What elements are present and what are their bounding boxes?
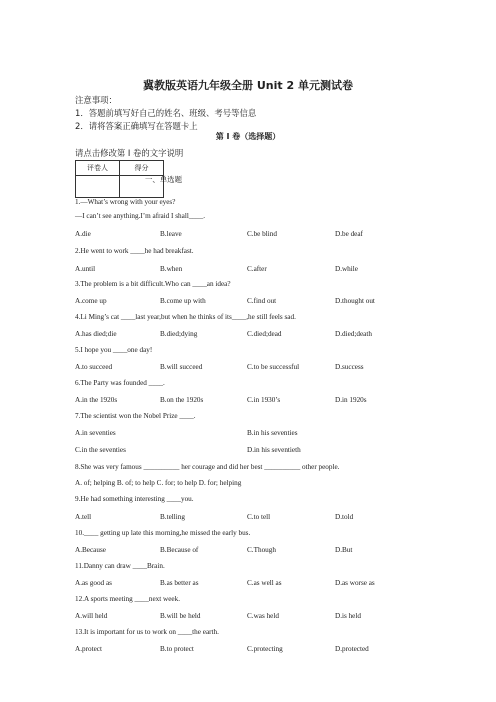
question-10-option-a[interactable]: A.Because xyxy=(75,546,106,554)
question-5-option-d[interactable]: D.success xyxy=(335,363,364,371)
question-13-line-1: 13.It is important for us to work on ____the earth. xyxy=(75,628,219,636)
question-9-option-a[interactable]: A.tell xyxy=(75,513,92,521)
question-4-option-a[interactable]: A.has died;die xyxy=(75,330,117,338)
question-7-option-b[interactable]: B.in his seventies xyxy=(247,429,298,437)
question-1-option-b[interactable]: B.leave xyxy=(160,230,182,238)
question-1-option-d[interactable]: D.be deaf xyxy=(335,230,363,238)
question-7-option-a[interactable]: A.in seventies xyxy=(75,429,116,437)
question-11-option-a[interactable]: A.as good as xyxy=(75,579,112,587)
question-2-option-c[interactable]: C.after xyxy=(247,265,267,273)
question-6-line-1: 6.The Party was founded ____. xyxy=(75,379,165,387)
question-12-option-a[interactable]: A.will held xyxy=(75,612,108,620)
question-2-option-d[interactable]: D.while xyxy=(335,265,358,273)
question-5-option-b[interactable]: B.will succeed xyxy=(160,363,203,371)
question-1-line-1: 1.—What’s wrong with your eyes? xyxy=(75,198,176,206)
page-title: 冀教版英语九年级全册 Unit 2 单元测试卷 xyxy=(143,79,353,92)
question-9-line-1: 9.He had something interesting ____you. xyxy=(75,495,194,503)
question-5-option-a[interactable]: A.to succeed xyxy=(75,363,113,371)
section-hint[interactable]: 请点击修改第 I 卷的文字说明 xyxy=(75,148,184,158)
question-7-option-d[interactable]: D.in his seventieth xyxy=(247,446,301,454)
question-6-option-d[interactable]: D.in 1920s xyxy=(335,396,367,404)
question-9-option-c[interactable]: C.to tell xyxy=(247,513,271,521)
note-line-2: 2．请将答案正确填写在答题卡上 xyxy=(75,121,198,131)
question-9-option-b[interactable]: B.telling xyxy=(160,513,185,521)
question-12-option-c[interactable]: C.was held xyxy=(247,612,279,620)
question-12-option-d[interactable]: D.is held xyxy=(335,612,361,620)
question-1-line-2: —I can’t see anything.I’m afraid I shall____. xyxy=(75,212,205,220)
question-13-option-c[interactable]: C.protecting xyxy=(247,645,283,653)
question-10-line-1: 10.____ getting up late this morning,he missed the early bus. xyxy=(75,529,251,537)
section-heading: 第 I 卷（选择题） xyxy=(215,132,281,141)
question-13-option-d[interactable]: D.protected xyxy=(335,645,369,653)
question-7-line-1: 7.The scientist won the Nobel Prize ____. xyxy=(75,412,196,420)
question-11-option-d[interactable]: D.as worse as xyxy=(335,579,375,587)
question-3-line-1: 3.The problem is a bit difficult.Who can ____an idea? xyxy=(75,280,231,288)
question-10-option-b[interactable]: B.Because of xyxy=(160,546,199,554)
question-8-options[interactable]: A. of; helping B. of; to help C. for; to help D. for; helping xyxy=(75,479,242,487)
question-11-option-b[interactable]: B.as better as xyxy=(160,579,199,587)
notes-heading: 注意事项： xyxy=(75,95,117,105)
note-line-1: 1．答题前填写好自己的姓名、班级、考号等信息 xyxy=(75,108,257,118)
question-4-option-c[interactable]: C.died;dead xyxy=(247,330,282,338)
question-6-option-b[interactable]: B.on the 1920s xyxy=(160,396,204,404)
question-3-option-a[interactable]: A.come up xyxy=(75,297,107,305)
question-6-option-c[interactable]: C.in 1930’s xyxy=(247,396,281,404)
question-12-line-1: 12.A sports meeting ____next week. xyxy=(75,595,181,603)
score-table-grader-header: 评卷人 xyxy=(76,161,120,176)
score-table-grader-cell[interactable] xyxy=(76,176,120,198)
question-4-option-b[interactable]: B.died;dying xyxy=(160,330,198,338)
question-7-option-c[interactable]: C.in the seventies xyxy=(75,446,126,454)
question-5-option-c[interactable]: C.to be successful xyxy=(247,363,300,371)
question-1-option-c[interactable]: C.be blind xyxy=(247,230,277,238)
question-12-option-b[interactable]: B.will be held xyxy=(160,612,201,620)
question-3-option-c[interactable]: C.find out xyxy=(247,297,277,305)
question-13-option-b[interactable]: B.to protect xyxy=(160,645,194,653)
score-table-score-header: 得分 xyxy=(120,161,164,176)
question-5-line-1: 5.I hope you ____one day! xyxy=(75,346,153,354)
question-2-option-b[interactable]: B.when xyxy=(160,265,183,273)
question-6-option-a[interactable]: A.in the 1920s xyxy=(75,396,118,404)
question-8-line-1: 8.She was very famous __________ her courage and did her best __________ other people. xyxy=(75,463,340,471)
question-3-option-b[interactable]: B.come up with xyxy=(160,297,206,305)
question-4-option-d[interactable]: D.died;death xyxy=(335,330,372,338)
question-3-option-d[interactable]: D.thought out xyxy=(335,297,375,305)
question-11-line-1: 11.Danny can draw ____Brain. xyxy=(75,562,165,570)
question-2-line-1: 2.He went to work ____he had breakfast. xyxy=(75,247,194,255)
mcq-heading: 一、单选题 xyxy=(145,175,182,184)
question-9-option-d[interactable]: D.told xyxy=(335,513,354,521)
question-4-line-1: 4.Li Ming’s cat ____last year,but when he thinks of its____,he still feels sad. xyxy=(75,313,296,321)
question-13-option-a[interactable]: A.protect xyxy=(75,645,102,653)
question-10-option-d[interactable]: D.But xyxy=(335,546,353,554)
question-2-option-a[interactable]: A.until xyxy=(75,265,96,273)
question-10-option-c[interactable]: C.Though xyxy=(247,546,276,554)
question-11-option-c[interactable]: C.as well as xyxy=(247,579,282,587)
question-1-option-a[interactable]: A.die xyxy=(75,230,91,238)
